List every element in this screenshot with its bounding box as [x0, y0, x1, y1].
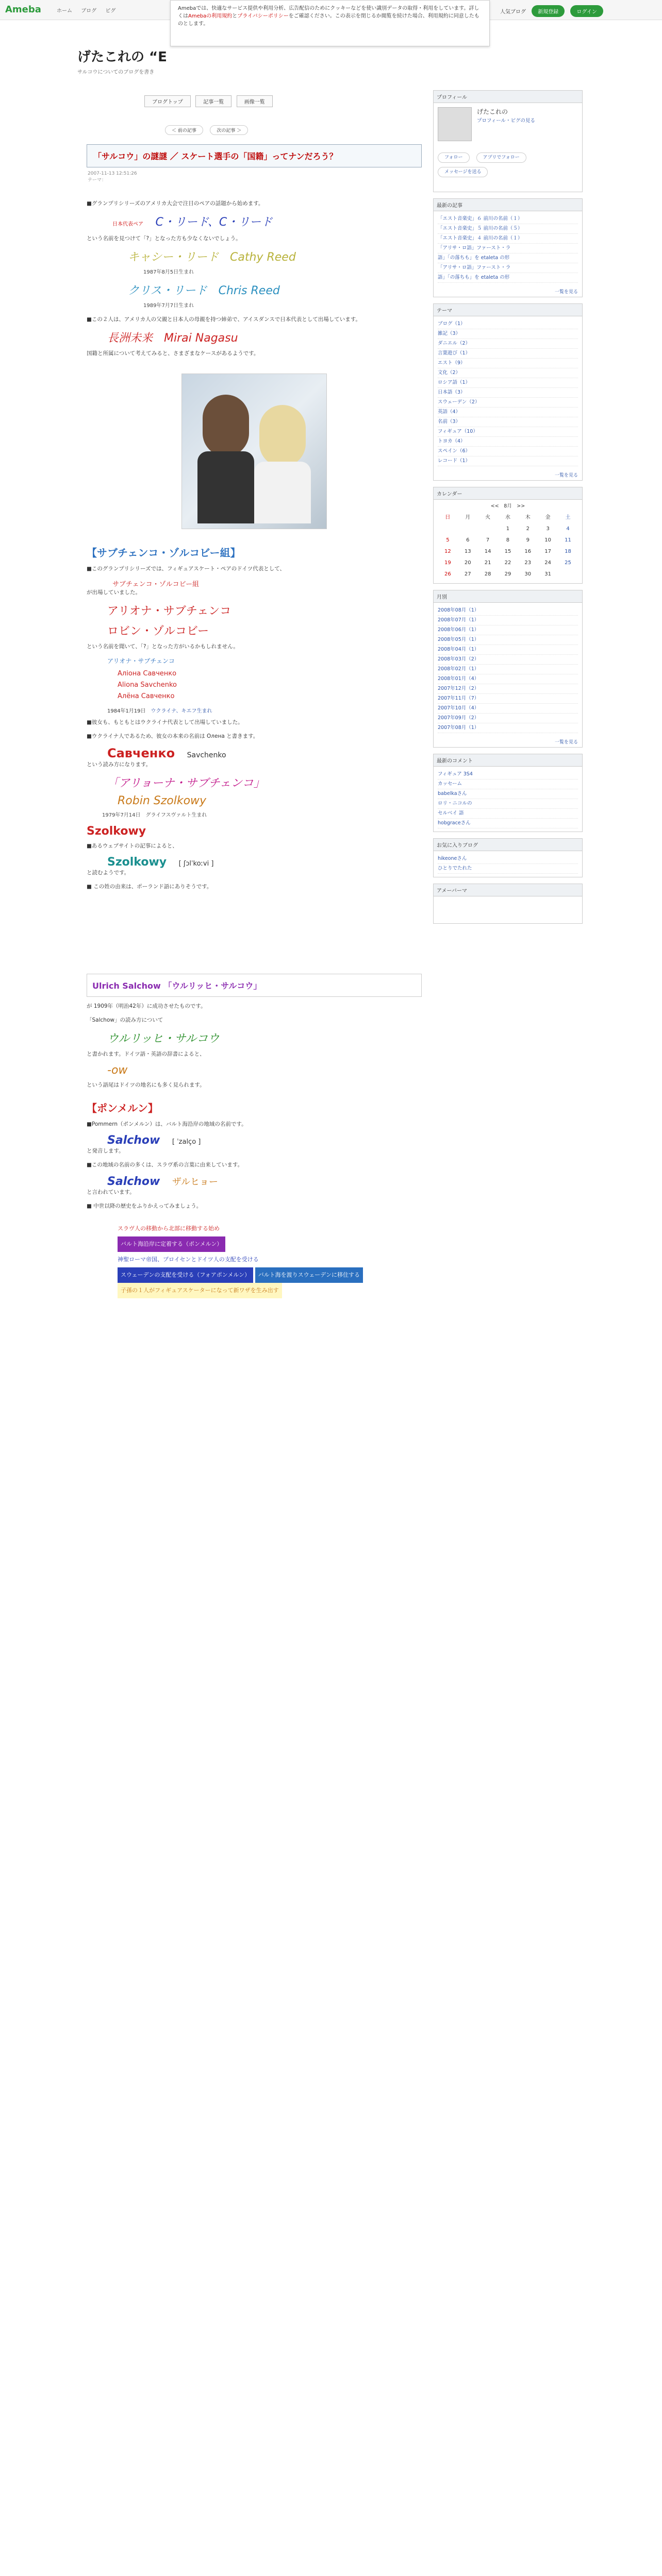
- calendar-week: [438, 557, 578, 569]
- theme-item[interactable]: 言葉遊び（1）: [438, 349, 578, 359]
- savchenko-kana: 「アリョーナ・サブチェンコ」: [107, 777, 265, 790]
- article: [87, 144, 422, 1298]
- paragraph: ■この地域の名前の多くは、スラヴ系の言葉に由来しています。: [87, 1162, 243, 1168]
- login-button[interactable]: ログイン: [570, 5, 603, 17]
- weekday: 日: [445, 515, 451, 520]
- theme-item[interactable]: エスト（9）: [438, 359, 578, 368]
- reader-list: [434, 851, 582, 877]
- cathy-name: [128, 248, 422, 264]
- top-right: [500, 5, 603, 17]
- calendar-day: [478, 523, 498, 535]
- paragraph: 「Salchow」の読み方について: [87, 1017, 163, 1023]
- mirai-name: [107, 329, 422, 345]
- history-item: バルト海沿岸に定着する（ポンメルン）: [118, 1236, 225, 1252]
- theme-item[interactable]: フィギュア（10）: [438, 427, 578, 437]
- calendar-day: 29: [504, 571, 511, 577]
- calendar-day: 11: [565, 537, 571, 543]
- recent-item[interactable]: 「エスト音楽史」４ 前川の名前（１）: [438, 234, 578, 244]
- skater-body-1: [197, 451, 254, 523]
- profile-link[interactable]: プロフィール・ピグの見る: [477, 118, 536, 124]
- theme-item[interactable]: 雑記（3）: [438, 329, 578, 339]
- name-ru: Аліона Савченко: [118, 670, 177, 677]
- calendar-day: 7: [486, 537, 490, 543]
- calendar-day: 30: [524, 571, 532, 577]
- archive-head: 月別: [434, 590, 582, 603]
- blog-header: [77, 46, 167, 75]
- calendar-day: 16: [524, 549, 532, 554]
- theme-item[interactable]: 日本語（3）: [438, 388, 578, 398]
- calendar-box: [433, 487, 583, 584]
- calendar-day: 28: [484, 571, 491, 577]
- theme-item[interactable]: ダニエル（2）: [438, 339, 578, 349]
- archive-item[interactable]: 2008年02月（1）: [438, 665, 578, 674]
- savchenko-block: [107, 746, 422, 760]
- comment-item[interactable]: フィギュア 3S4: [438, 770, 578, 779]
- theme-box: [433, 303, 583, 481]
- paragraph: ■ウクライナ人であるため、彼女の本来の名前は Олена と書きます。: [87, 733, 259, 739]
- profile-name[interactable]: げたこれの: [477, 108, 508, 115]
- ameba-logo[interactable]: Ameba: [5, 4, 41, 15]
- cathy-name-en: Cathy Reed: [230, 251, 296, 264]
- salchow-heading: Ulrich Salchow 「ウルリッヒ・サルコウ」: [87, 974, 422, 997]
- calendar-month[interactable]: << 8月 >>: [490, 503, 525, 509]
- archive-item[interactable]: 2007年10月（4）: [438, 704, 578, 714]
- calendar-day: 21: [484, 560, 491, 566]
- recent-item[interactable]: 「アリサ・ロ語」ファースト・ラ: [438, 244, 578, 253]
- comment-list: [434, 767, 582, 832]
- weekday: 土: [565, 515, 571, 520]
- notice-text: Amebaでは、快適なサービス提供や利用分析、広告配信のためにクッキーなどを使い識別データの取得・利用をしています。詳しくは: [178, 6, 479, 19]
- archive-list: [434, 603, 582, 736]
- paragraph: ■ 中世以降の歴史をふりかえってみましょう。: [87, 1203, 202, 1209]
- archive-item[interactable]: 2008年07月（1）: [438, 616, 578, 625]
- name-block: [107, 656, 422, 714]
- profile-head: プロフィール: [434, 91, 582, 103]
- cathy-block: [128, 248, 422, 310]
- reader-box: [433, 838, 583, 877]
- salchow-block: [107, 1134, 422, 1147]
- message-button-wrap: [438, 167, 493, 177]
- name-de: Алёна Савченко: [118, 692, 175, 700]
- nav-blog[interactable]: ブログ: [81, 8, 97, 14]
- theme-item[interactable]: ブログ（1）: [438, 319, 578, 329]
- theme-item[interactable]: スペイン（6）: [438, 447, 578, 456]
- notice-end: をご確認ください。この表示を閉じるか閲覧を続けた場合、利用規約に同意したものとします。: [178, 13, 479, 27]
- calendar-day: 18: [565, 549, 571, 554]
- paragraph: という名前を聞いて、「?」となった方がいるかもしれません。: [87, 643, 239, 650]
- calendar-day: 19: [444, 560, 451, 566]
- salchow2-kana: ザルヒョー: [172, 1177, 218, 1188]
- archive-item[interactable]: 2007年12月（2）: [438, 684, 578, 694]
- history-item: スラヴ人の移動から北部に移動する始め: [118, 1225, 220, 1232]
- recent-item[interactable]: 「エスト音楽史」６ 前川の名前（１）: [438, 214, 578, 224]
- calendar-day: 10: [544, 537, 551, 543]
- paragraph: という名前を見つけて「?」となった方も少なくないでしょう。: [87, 235, 241, 242]
- paragraph: ■あるウェブサイトの記事によると、: [87, 843, 178, 849]
- calendar-day: 31: [544, 571, 551, 577]
- pair-names: C・リード、C・リード: [155, 216, 273, 229]
- cathy-name-ja: キャシー・リード: [128, 251, 219, 264]
- calendar-day: 26: [444, 571, 451, 577]
- calendar-day: 23: [524, 560, 532, 566]
- mirai-name-en: Mirai Nagasu: [164, 332, 238, 345]
- weekday: 月: [465, 515, 471, 520]
- pair-heading: [112, 213, 422, 229]
- ad-head: アメーバーマ: [434, 884, 582, 896]
- szolkowy-block: [107, 856, 422, 869]
- skaters-photo: [181, 374, 327, 529]
- paragraph: が出場していました。: [87, 589, 141, 596]
- weekday: 水: [505, 515, 510, 520]
- history-list: [118, 1221, 422, 1298]
- calendar-day: 1: [506, 526, 510, 532]
- paragraph: と言われています。: [87, 1189, 135, 1195]
- history-item: 子孫の１人がフィギュアスケーターになって新ワザを生み出す: [118, 1283, 282, 1298]
- comment-item[interactable]: babelkaさん: [438, 789, 578, 799]
- reader-item[interactable]: hikeoneさん: [438, 854, 578, 864]
- paragraph: ■Pommern（ポンメルン）は、バルト海沿岸の地域の名前です。: [87, 1121, 247, 1127]
- paragraph: という語尾はドイツの地名にも多く見られます。: [87, 1082, 205, 1088]
- mirai-name-ja: 長洲未来: [107, 332, 153, 345]
- theme-more[interactable]: 一覧を見る: [554, 473, 578, 478]
- calendar-day: 8: [506, 537, 510, 543]
- calendar-day: 27: [464, 571, 471, 577]
- calendar-day: 4: [566, 526, 570, 532]
- theme-list: [434, 316, 582, 469]
- theme-item[interactable]: 英語（4）: [438, 408, 578, 417]
- calendar-day: 20: [464, 560, 471, 566]
- archive-more[interactable]: 一覧を見る: [554, 740, 578, 745]
- calendar-weekdays: [438, 512, 578, 523]
- calendar-table: [438, 512, 578, 580]
- ulrich-kana: ウルリッヒ・サルコウ: [107, 1032, 220, 1045]
- reader-head: お気に入りブログ: [434, 839, 582, 851]
- chris-name-ja: クリス・リード: [128, 284, 207, 297]
- article-meta: 2007-11-13 12:51:26 テーマ：: [88, 171, 137, 183]
- weekday: 金: [545, 515, 551, 520]
- comment-item[interactable]: カッセーム: [438, 779, 578, 789]
- nav-home[interactable]: ホーム: [57, 8, 72, 14]
- archive-item[interactable]: 2008年03月（2）: [438, 655, 578, 665]
- skater-body-2: [254, 462, 311, 523]
- ow-title: -ow: [107, 1064, 128, 1077]
- calendar-day: 14: [484, 549, 491, 554]
- paragraph: ■ この姓の由来は、ポーランド語にありそうです。: [87, 884, 212, 890]
- calendar-week: [438, 546, 578, 557]
- archive-item[interactable]: 2008年04月（1）: [438, 645, 578, 655]
- robin-heading: Robin Szolkowy: [118, 794, 207, 807]
- archive-item[interactable]: 2008年06月（1）: [438, 625, 578, 635]
- tab-image-list[interactable]: 画像一覧: [237, 95, 273, 107]
- born-date: 1984年1月19日: [107, 708, 146, 714]
- theme-item[interactable]: スウェーデン（2）: [438, 398, 578, 408]
- recent-head: 最新の記事: [434, 199, 582, 211]
- theme-item[interactable]: トヨカ（4）: [438, 437, 578, 447]
- robin-born: 1979年7月14日 グライフスヴァルト生まれ: [102, 812, 207, 818]
- weekday: 木: [525, 515, 531, 520]
- calendar-day: 24: [544, 560, 551, 566]
- savchenko-title: サブチェンコ・ゾルコビー組: [112, 581, 200, 588]
- comment-box: [433, 754, 583, 832]
- chris-name: [128, 282, 422, 298]
- blog-subtitle: サルコウについてのブログを書き: [77, 70, 155, 75]
- paragraph: 国籍と所属について考えてみると、さまざまなケースがあるようです。: [87, 350, 259, 357]
- theme-head: テーマ: [434, 304, 582, 316]
- salchow-big: Salchow: [107, 1134, 160, 1147]
- archive-item[interactable]: 2008年05月（1）: [438, 635, 578, 645]
- szolkowy-title: Szolkowy: [87, 825, 146, 838]
- calendar-head: カレンダー: [434, 487, 582, 500]
- top-nav: [57, 6, 123, 14]
- aliona-name: アリオナ・サブチェンコ: [107, 605, 231, 618]
- spacer: [87, 896, 422, 974]
- paragraph: ■この２人は、アメリカ人の父親と日本人の母親を持つ姉弟で、アイスダンスで日本代表として出場しています。: [87, 316, 361, 323]
- ad-box: [433, 884, 583, 924]
- article-title[interactable]: 「サルコウ」の謎謎 ／ スケート選手の「国籍」ってナンだろう？: [87, 144, 422, 167]
- paragraph: と読むようです。: [87, 870, 130, 876]
- recent-item[interactable]: 「エスト音楽史」５ 前川の名前（５）: [438, 224, 578, 234]
- chris-name-en: Chris Reed: [218, 284, 280, 297]
- calendar-day: 2: [526, 526, 529, 532]
- privacy-link[interactable]: プライバシーポリシー: [237, 13, 289, 19]
- app-follow-button[interactable]: アプリでフォロー: [476, 152, 526, 163]
- robin-name: ロビン・ゾルコビー: [107, 625, 209, 638]
- calendar-day: 9: [526, 537, 529, 543]
- calendar-day: 25: [565, 560, 571, 566]
- history-item: 神聖ローマ帝国、プロイセンとドイツ人の支配を受ける: [118, 1256, 259, 1263]
- ad-body[interactable]: [434, 896, 582, 923]
- prev-entry-button[interactable]: ＜ 前の記事: [165, 125, 203, 135]
- message-button[interactable]: メッセージを送る: [438, 167, 488, 177]
- calendar-day: 3: [546, 526, 550, 532]
- follow-button[interactable]: フォロー: [438, 152, 470, 163]
- entry-nav: [165, 125, 253, 135]
- profile-box: [433, 90, 583, 192]
- salchow2-big: Salchow: [107, 1175, 160, 1188]
- register-button[interactable]: 新規登録: [532, 5, 565, 17]
- comment-item[interactable]: ロリ・ニコルの: [438, 799, 578, 809]
- calendar-day: 17: [544, 549, 551, 554]
- theme-item[interactable]: ロシア語（1）: [438, 378, 578, 388]
- section-title: 【サブチェンコ・ゾルコビー組】: [87, 547, 241, 559]
- recent-item[interactable]: 「アリサ・ロ語」ファースト・ラ: [438, 263, 578, 273]
- terms-link[interactable]: Amebaの利用規約: [188, 13, 233, 19]
- recent-item[interactable]: 語」「の落ちも」を etaleta の形: [438, 253, 578, 263]
- archive-item[interactable]: 2008年01月（4）: [438, 674, 578, 684]
- comment-head: 最新のコメント: [434, 754, 582, 767]
- nav-pigg[interactable]: ピグ: [105, 8, 116, 14]
- profile-buttons: [438, 152, 532, 163]
- paragraph: ■グランプリシリーズのアメリカ大会で注目のペアの話題から始めます。: [87, 200, 264, 207]
- cathy-born: 1987年8月5日生まれ: [143, 269, 194, 275]
- szolkowy-pron: [ ʃɔlˈkoːvi ]: [178, 860, 214, 868]
- archive-box: [433, 590, 583, 748]
- calendar-day: 5: [446, 537, 450, 543]
- archive-item[interactable]: 2007年11月（7）: [438, 694, 578, 704]
- pair-label: 日本代表ペア: [112, 222, 143, 227]
- history-item: バルト海を渡りスウェーデンに移住する: [255, 1267, 363, 1283]
- savchenko-cyr: Савченко: [107, 746, 175, 760]
- recent-box: [433, 198, 583, 297]
- comment-item[interactable]: hobgraceさん: [438, 819, 578, 828]
- notice-mid: と: [232, 13, 238, 19]
- tab-blog-top[interactable]: ブログトップ: [144, 95, 191, 107]
- calendar-day: [438, 523, 458, 535]
- skater-head-1: [203, 395, 249, 456]
- cookie-notice: [170, 0, 490, 46]
- paragraph: ■彼女も、もともとはウクライナ代表として出場していました。: [87, 719, 243, 725]
- recent-item[interactable]: 語」「の落ちも」を etaleta の形: [438, 273, 578, 283]
- history-item: スウェーデンの支配を受ける（フォアポンメルン）: [118, 1267, 253, 1283]
- calendar-day: [458, 523, 478, 535]
- profile-body: [434, 103, 582, 192]
- tab-entry-list[interactable]: 記事一覧: [195, 95, 231, 107]
- szolkowy-big: Szolkowy: [107, 856, 167, 869]
- weekday: 火: [485, 515, 491, 520]
- name-block-title: アリオナ・サブチェンコ: [107, 657, 175, 665]
- popular-blog-link[interactable]: 人気ブログ: [500, 9, 526, 15]
- salchow2-block: [107, 1175, 422, 1188]
- theme-item[interactable]: 文化（2）: [438, 368, 578, 378]
- blog-title[interactable]: げたこれの “E: [77, 49, 167, 65]
- sidebar: [433, 90, 583, 930]
- salchow-pron: [ ˈzalço ]: [172, 1138, 201, 1146]
- calendar-week: [438, 569, 578, 580]
- calendar-day: 22: [504, 560, 511, 566]
- savchenko-lat: Savchenko: [187, 751, 226, 759]
- reader-item[interactable]: ひとりでたれた: [438, 864, 578, 874]
- recent-more[interactable]: 一覧を見る: [554, 290, 578, 295]
- theme-item[interactable]: レコード（1）: [438, 456, 578, 466]
- calendar-week: [438, 523, 578, 535]
- section-title: 【ポンメルン】: [87, 1102, 158, 1114]
- calendar-day: [558, 569, 578, 580]
- archive-item[interactable]: 2008年08月（1）: [438, 606, 578, 616]
- calendar-body: [434, 500, 582, 583]
- calendar-day: 13: [464, 549, 471, 554]
- calendar-day: 15: [504, 549, 511, 554]
- comment-item[interactable]: セルベイ 語: [438, 809, 578, 819]
- calendar-day: 12: [444, 549, 451, 554]
- archive-item[interactable]: 2007年09月（2）: [438, 714, 578, 723]
- theme-item[interactable]: 名前（3）: [438, 417, 578, 427]
- paragraph: と書かれます。ドイツ語・英語の辞書によると、: [87, 1051, 205, 1057]
- calendar-day: 6: [466, 537, 470, 543]
- born-line: [107, 706, 422, 714]
- paragraph: と発音します。: [87, 1148, 124, 1154]
- blog-tabs: [144, 95, 276, 107]
- paragraph: という読み方になります。: [87, 761, 152, 768]
- paragraph: ■このグランプリシリーズでは、フィギュアスケート・ペアのドイツ代表として、: [87, 566, 285, 572]
- recent-list: [434, 211, 582, 286]
- next-entry-button[interactable]: 次の記事 ＞: [210, 125, 248, 135]
- archive-item[interactable]: 2007年08月（1）: [438, 723, 578, 733]
- calendar-week: [438, 535, 578, 546]
- skater-head-2: [259, 405, 306, 467]
- paragraph: が 1909年（明治42年）に成功させたものです。: [87, 1003, 206, 1009]
- born-place: ウクライナ、キエフ生まれ: [151, 708, 212, 714]
- chris-born: 1989年7月7日生まれ: [143, 303, 194, 309]
- avatar[interactable]: [438, 107, 472, 141]
- name-en: Aliona Savchenko: [118, 681, 177, 689]
